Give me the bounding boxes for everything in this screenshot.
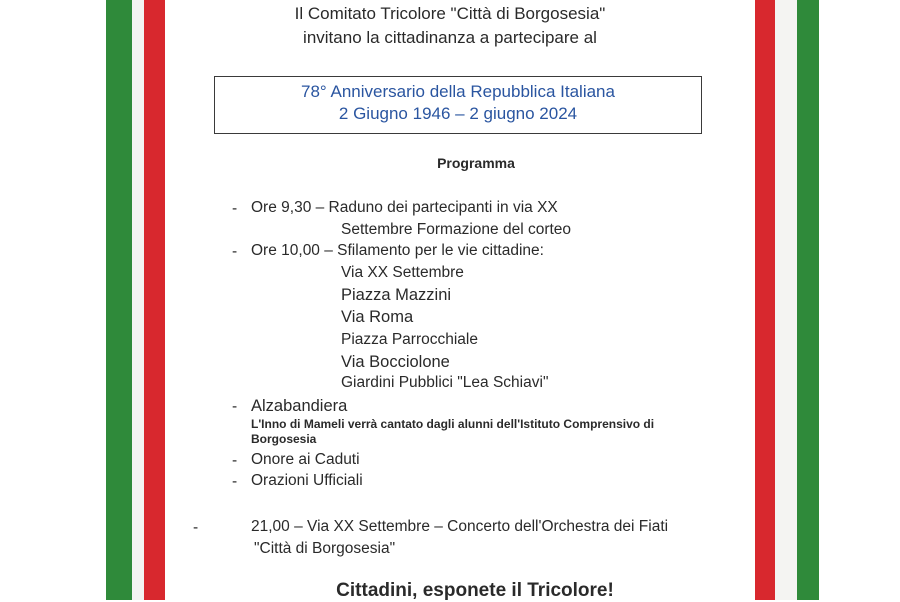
bullet-dash: -	[232, 473, 238, 490]
intro-line-1: Il Comitato Tricolore "Città di Borgosesia"	[294, 4, 606, 23]
title-box	[214, 76, 702, 134]
alzabandiera: Alzabandiera	[251, 397, 348, 415]
street-5: Via Bocciolone	[341, 353, 450, 371]
inno-line-2: Borgosesia	[251, 432, 317, 446]
onore-caduti: Onore ai Caduti	[251, 451, 360, 468]
left-white-stripe	[132, 0, 144, 600]
closing-slogan: Cittadini, esponete il Tricolore!	[336, 580, 614, 601]
program-item-2: Ore 10,00 – Sfilamento per le vie cittadine:	[251, 242, 544, 259]
program-item-1: Ore 9,30 – Raduno dei partecipanti in via XX	[251, 199, 558, 216]
street-3: Via Roma	[341, 308, 414, 326]
street-4: Piazza Parrocchiale	[341, 331, 478, 348]
right-white-stripe	[775, 0, 797, 600]
intro-line-2: invitano la cittadinanza a partecipare al	[303, 28, 597, 47]
street-1: Via XX Settembre	[341, 264, 464, 281]
bullet-dash: -	[193, 519, 199, 536]
program-heading: Programma	[437, 155, 515, 171]
street-2: Piazza Mazzini	[341, 286, 452, 304]
bullet-dash: -	[232, 452, 238, 469]
program-item-1-cont: Settembre Formazione del corteo	[341, 221, 572, 238]
bullet-dash: -	[232, 200, 238, 217]
left-green-stripe	[106, 0, 132, 600]
bullet-dash: -	[232, 398, 238, 415]
bullet-dash: -	[232, 243, 238, 260]
inno-line-1: L'Inno di Mameli verrà cantato dagli alunni dell'Istituto Comprensivo di	[251, 417, 655, 431]
left-red-stripe	[144, 0, 165, 600]
right-red-stripe	[755, 0, 775, 600]
concert-line-1: 21,00 – Via XX Settembre – Concerto dell'Orchestra dei Fiati	[251, 518, 669, 535]
right-green-stripe	[797, 0, 819, 600]
anniversary-dates: 2 Giugno 1946 – 2 giugno 2024	[338, 104, 578, 123]
street-6: Giardini Pubblici "Lea Schiavi"	[341, 374, 549, 391]
orazioni-ufficiali: Orazioni Ufficiali	[251, 472, 363, 489]
anniversary-title: 78° Anniversario della Repubblica Italiana	[301, 82, 615, 101]
concert-line-2: "Città di Borgosesia"	[254, 540, 396, 557]
